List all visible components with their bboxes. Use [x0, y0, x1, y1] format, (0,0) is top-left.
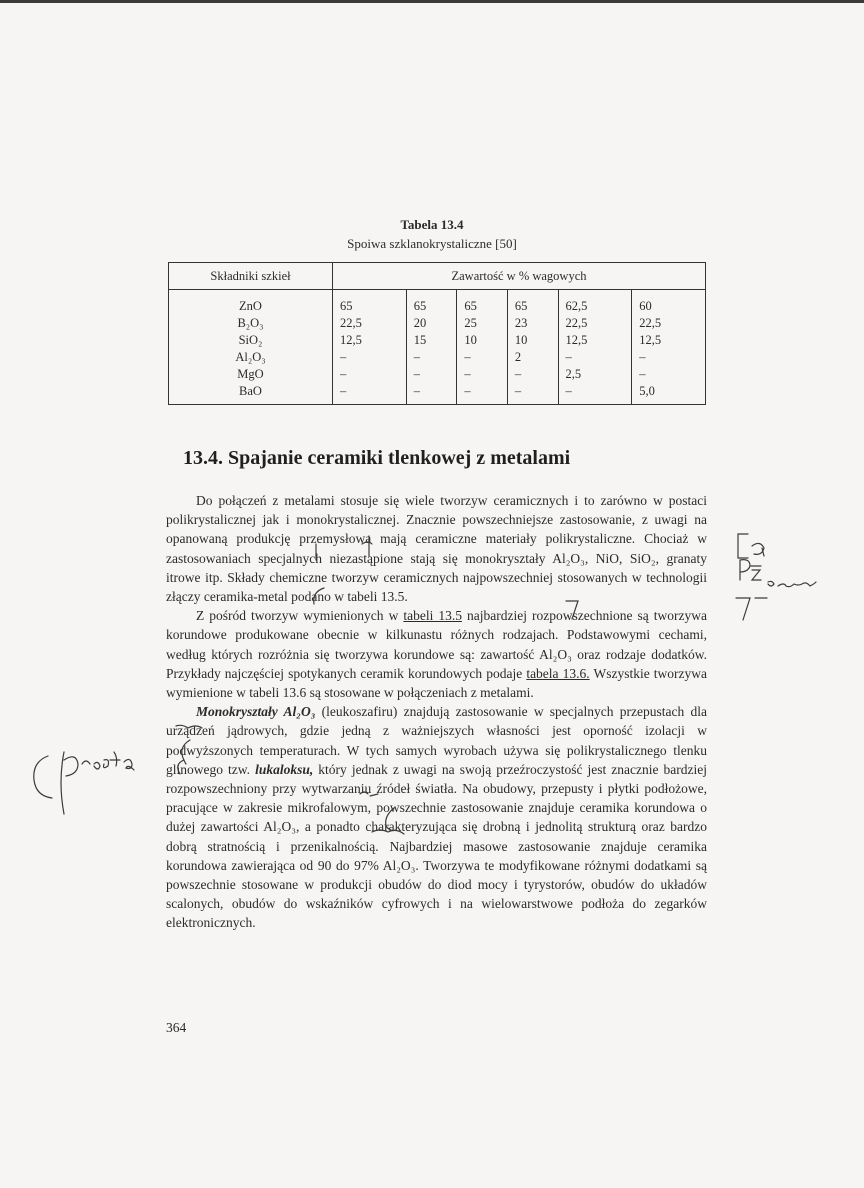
- proof-mark-pz: [740, 560, 761, 580]
- cell: 23: [507, 315, 558, 332]
- cell: 5,0: [632, 383, 706, 405]
- term-monokrysztaly: Monokryształy Al₂O₃: [196, 704, 316, 720]
- proof-mark-przepustach: [178, 760, 184, 774]
- cell: –: [507, 366, 558, 383]
- row-label: Al₂O₃: [169, 349, 333, 366]
- cell: –: [457, 366, 508, 383]
- cell: 12,5: [632, 332, 706, 349]
- cell: 62,5: [558, 290, 632, 316]
- cell: 20: [406, 315, 457, 332]
- cell: 65: [457, 290, 508, 316]
- cell: –: [558, 383, 632, 405]
- header-content: Zawartość w % wagowych: [333, 263, 706, 290]
- cell: –: [507, 383, 558, 405]
- proof-mark-temperaturach: [360, 792, 378, 796]
- proof-mark-chociaz: [314, 544, 324, 604]
- cell: 15: [406, 332, 457, 349]
- row-label: ZnO: [169, 290, 333, 316]
- cell: 12,5: [333, 332, 407, 349]
- proof-mark-rozpowszechniony: [372, 830, 404, 834]
- term-lukaloksu: lukaloksu,: [255, 761, 314, 777]
- cell: 10: [457, 332, 508, 349]
- proof-mark-ta: [738, 534, 764, 558]
- cell: 65: [406, 290, 457, 316]
- table-title: Spoiwa szklanokrystaliczne [50]: [347, 236, 517, 251]
- header-components: Składniki szkieł: [169, 263, 333, 290]
- cell: –: [333, 349, 407, 366]
- proof-mark-ceramika-metal: [566, 601, 578, 619]
- text-run: który jednak z uwagi na swoją przeźroczystość jest znacznie bardziej rozpowszechniony przy wytwarzaniu źródeł światła. Na obudowy, przepusty i płytki podłożowe, pracujące w zakresie mikrofalowym, powszechnie zastosowanie znajduje ceramika korundowa o dużej zawartości Al₂O₃, a ponadto charakteryzująca się drobną i jednolitą strukturą oraz bardzo dobrą stratnością i przenikalnością. Najbardziej masowe zastosowanie znajduje ceramika korundowa zawierająca od 90 do 97% Al₂O₃. Tworzywa te modyfikowane różnymi dodatkami są powszechnie stosowane w produkcji obudów do diod mocy i tyrystorów, obudów do układów scalonych, obudów do wskaźników cyfrowych i na wielowarstwowe podłoża do zegarków elektronicznych.: [166, 761, 707, 931]
- row-label: BaO: [169, 383, 333, 405]
- cell: –: [333, 383, 407, 405]
- cell: 22,5: [333, 315, 407, 332]
- table-reference-13-5: tabeli 13.5: [403, 608, 462, 624]
- row-label: B₂O₃: [169, 315, 333, 332]
- cell: –: [457, 383, 508, 405]
- text-run: Wszystkie tworzywa wymienione w tabeli 13.6 są stosowane w połączeniach z metalami.: [166, 665, 707, 701]
- cell: 2,5: [558, 366, 632, 383]
- cell: 12,5: [558, 332, 632, 349]
- cell: –: [558, 349, 632, 366]
- table-reference-13-6: tabela 13.6.: [526, 665, 590, 681]
- cell: 60: [632, 290, 706, 316]
- cell: –: [406, 349, 457, 366]
- section-title: 13.4. Spajanie ceramiki tlenkowej z metalami: [183, 447, 571, 469]
- paragraph-1: Do połączeń z metalami stosuje się wiele tworzyw ceramicznych i to zarówno w postaci polikrystalicznej jak i monokrystalicznej. Znacznie powszechniejsze zastosowanie, z uwagi na opanowaną produkcję przemysłowa mają ceramiczne materiały polikrystaliczne. Chociaż w zastosowaniach specjalnych niezastąpione stają się monokryształy Al₂O₃, NiO, SiO₂, granaty itrowe itp. Składy chemiczne tworzyw ceramicznych najpowszechniej stosowanych w technologii złączy ceramika-metal podano w tabeli 13.5.: [166, 493, 707, 605]
- cell: 10: [507, 332, 558, 349]
- cell: 25: [457, 315, 508, 332]
- cell: 2: [507, 349, 558, 366]
- text-run: najbardziej rozpowszechnione są tworzywa korundowe produkowane obecnie w kilkunastu różnych rodzajach. Podstawowymi cechami, według których rozróżnia się tworzywa korundowe są: zawartość Al₂O₃ oraz rodzaje dodatków. Przykłady najczęściej spotykanych ceramik korundowych podaje: [166, 608, 707, 681]
- row-label: MgO: [169, 366, 333, 383]
- proof-mark-w-polaczeniach: [176, 725, 202, 728]
- cell: –: [333, 366, 407, 383]
- page-number: 364: [166, 1020, 187, 1035]
- margin-note-prosta: [34, 752, 134, 814]
- table-number: Tabela 13.4: [400, 217, 464, 232]
- cell: 65: [507, 290, 558, 316]
- cell: –: [632, 366, 706, 383]
- proof-mark-tzw: [386, 808, 396, 831]
- text-run: (leukoszafiru) znajdują zastosowanie w specjalnych przepustach dla urządzeń jądrowych, gdzie jedną z ważniejszych własności jest oporność izolacji w podwyższonych temperaturach. W tych samych wyrobach używa się polikrystalicznego tlenku glinowego tzw.: [166, 704, 707, 777]
- proof-mark-7-pauza: [736, 581, 816, 620]
- cell: –: [406, 383, 457, 405]
- cell: –: [457, 349, 508, 366]
- proof-mark-opanowana: [362, 536, 372, 556]
- text-run: Z pośród tworzyw wymienionych w: [196, 608, 404, 624]
- cell: 22,5: [632, 315, 706, 332]
- cell: 65: [333, 290, 407, 316]
- cell: –: [632, 349, 706, 366]
- cell: –: [406, 366, 457, 383]
- cell: 22,5: [558, 315, 632, 332]
- row-label: SiO₂: [169, 332, 333, 349]
